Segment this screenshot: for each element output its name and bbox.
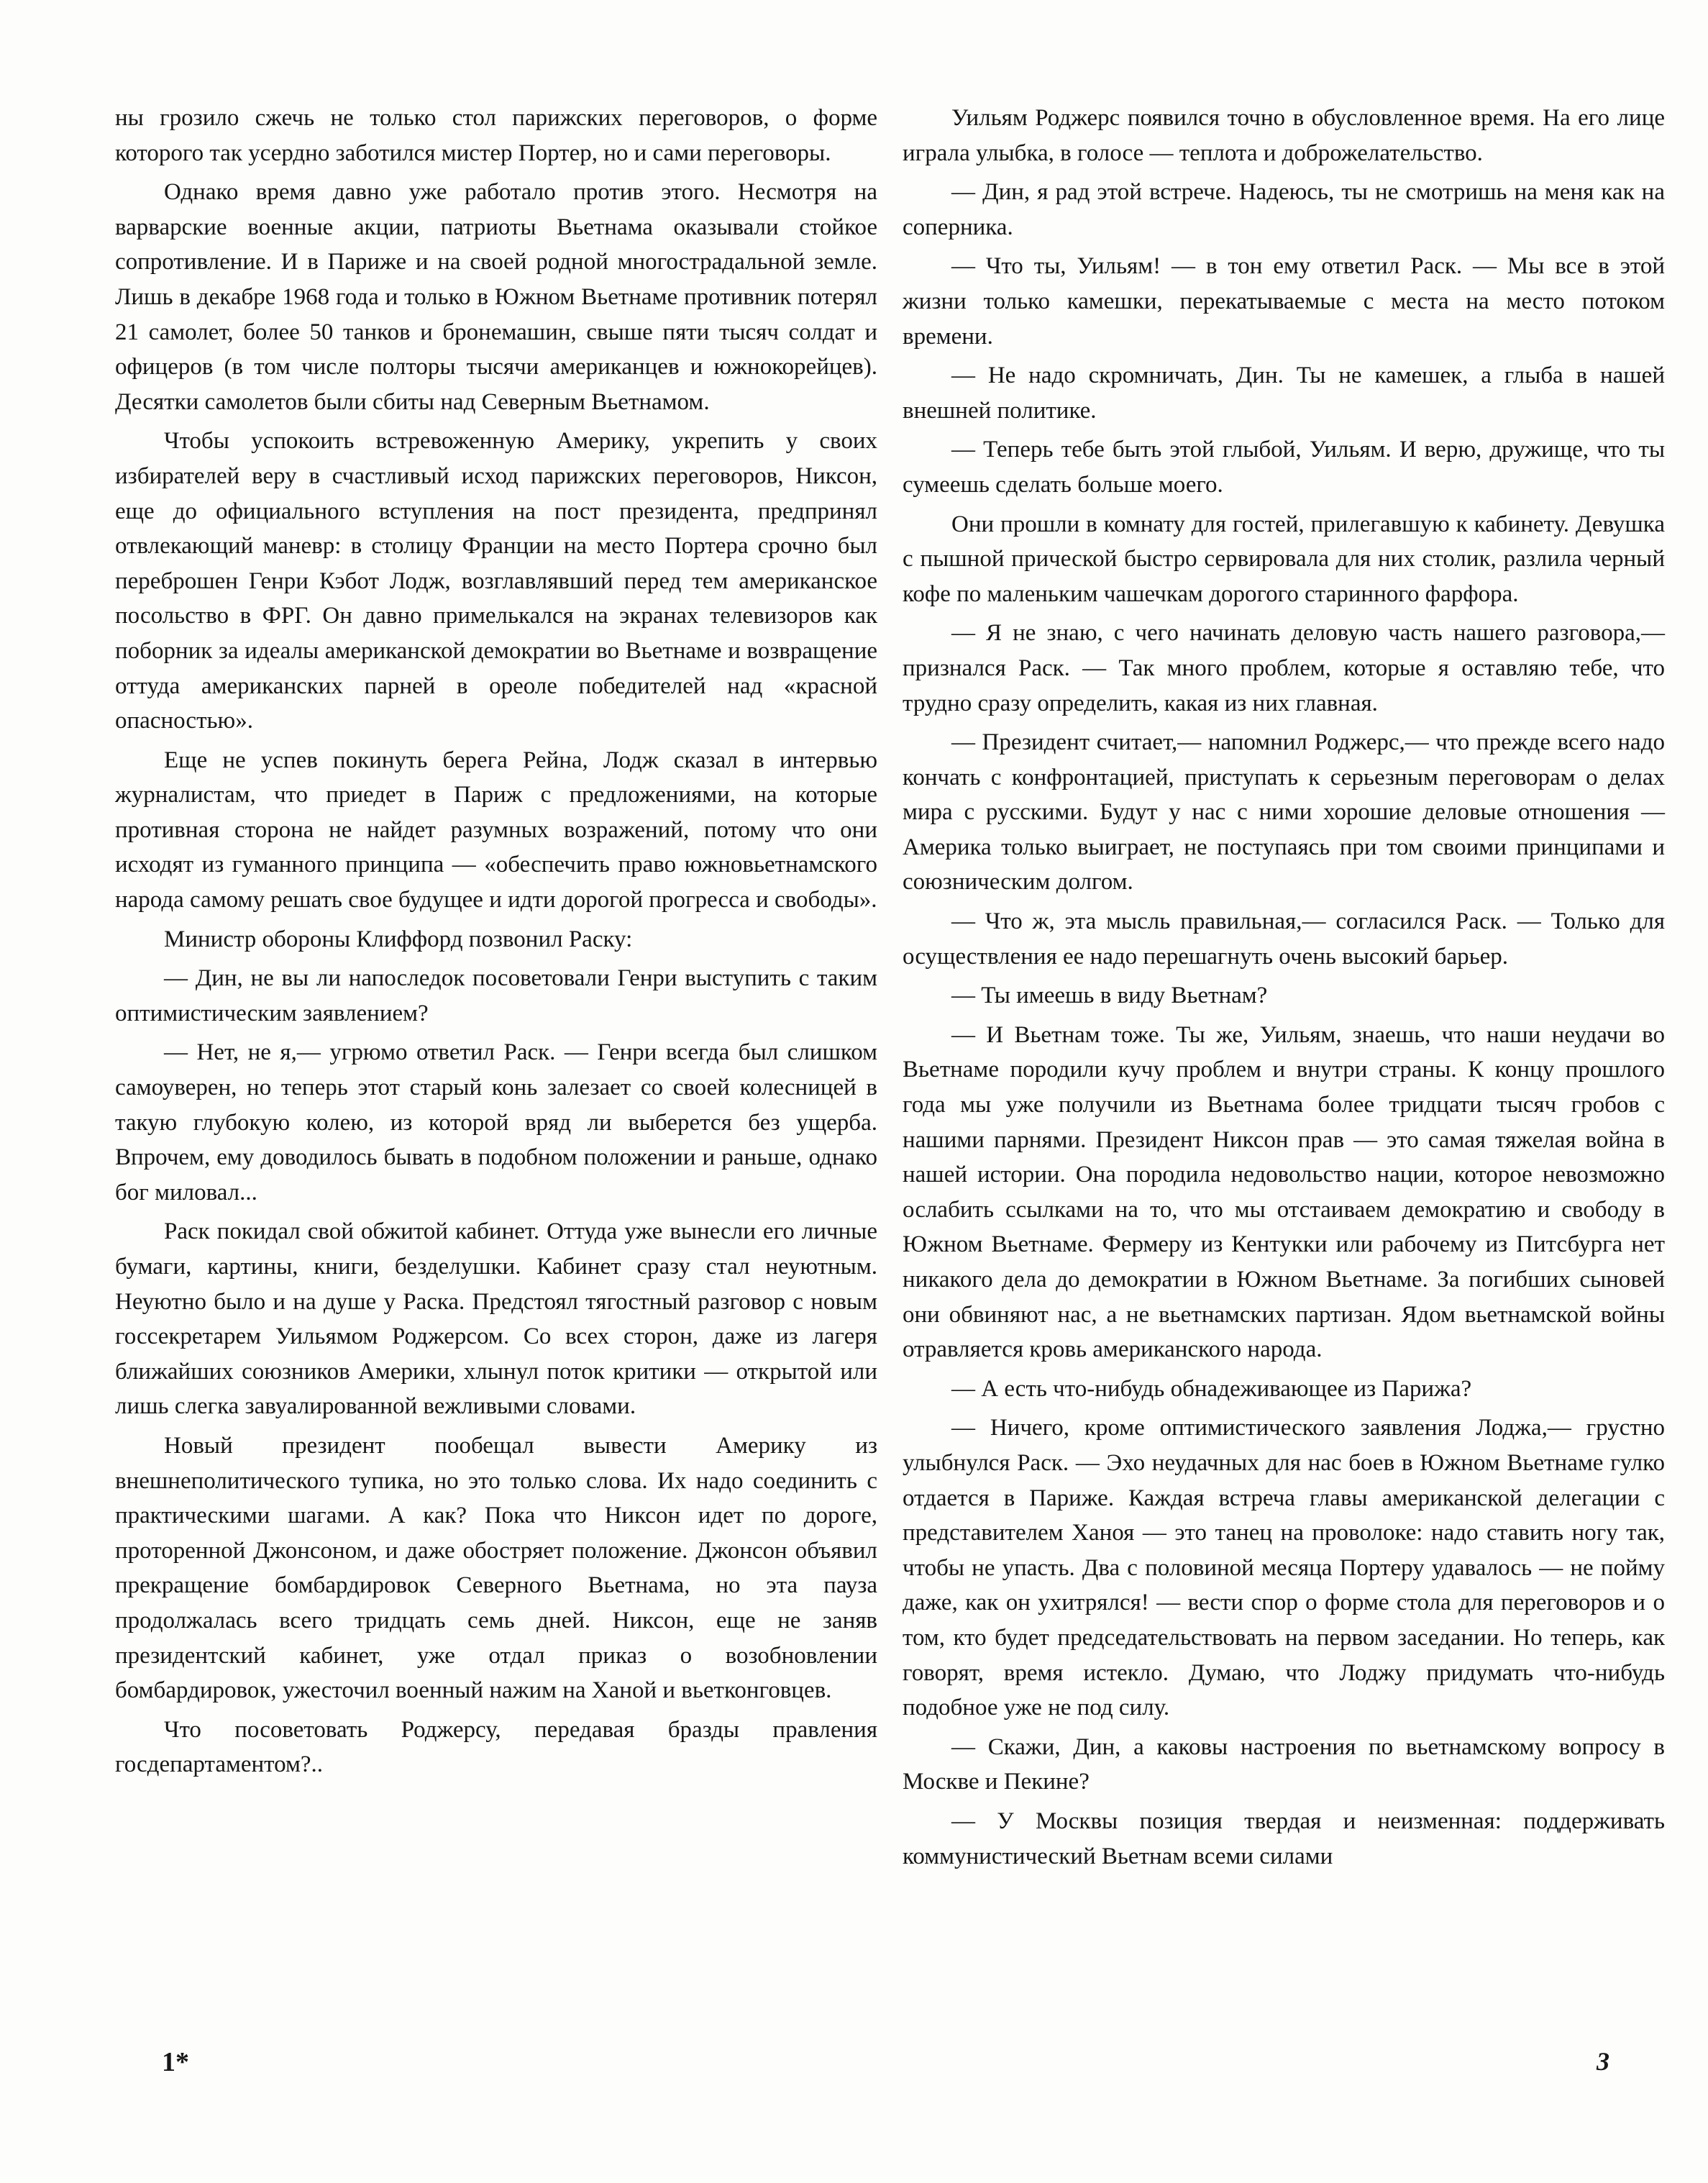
paragraph: Однако время давно уже работало против этого. Несмотря на варварские военные акции, патриоты Вьетнама оказывали стойкое сопротивление. И в Париже и на своей родной многострадальной земле. Лишь в декабре 1968 года и только в Южном Вьетнаме противник потерял 21 самолет, более 50 танков и бронемашин, свыше пяти тысяч солдат и офицеров (в том числе полторы тысячи американцев и южнокорейцев). Десятки самолетов были сбиты над Северным Вьетнамом. — [115, 179, 877, 415]
paragraph: — А есть что-нибудь обнадеживающее из Парижа? — [951, 1375, 1472, 1402]
paragraph: Уильям Роджерс появился точно в обусловленное время. На его лице играла улыбка, в голосе — теплота и доброжелательство. — [903, 105, 1665, 166]
paragraph: — Скажи, Дин, а каковы настроения по вьетнамскому вопросу в Москве и Пекине? — [903, 1733, 1665, 1795]
paragraph: — Ничего, кроме оптимистического заявления Лоджа,— грустно улыбнулся Раск. — Эхо неудачных для нас боев в Южном Вьетнаме гулко отдается в Париже. Каждая встреча главы американской делегации с представителем Ханоя — это танец на проволоке: надо ставить ногу так, чтобы не упасть. Два с половиной месяца Портеру удавалось — не пойму даже, как он ухитрялся! — вести спор о форме стола для переговоров и о том, кто будет председательствовать на первом заседании. Но теперь, как говорят, время истекло. Думаю, что Лоджу придумать что-нибудь подобное уже не под силу. — [903, 1415, 1665, 1721]
paragraph: ны грозило сжечь не только стол парижских переговоров, о форме которого так усердно заботился мистер Портер, но и сами переговоры. — [115, 105, 877, 166]
paragraph: — Ты имеешь в виду Вьетнам? — [951, 983, 1268, 1009]
paragraph: Еще не успев покинуть берега Рейна, Лодж сказал в интервью журналистам, что приедет в Париж с предложениями, на которые противная сторона не найдет разумных возражений, потому что они исходят из гуманного принципа — «обеспечить право южновьетнамского народа самому решать свое будущее и идти дорогой прогресса и свободы». — [115, 747, 877, 913]
paragraph: Министр обороны Клиффорд позвонил Раску: — [164, 926, 633, 952]
paragraph: — Теперь тебе быть этой глыбой, Уильям. И верю, дружище, что ты сумеешь сделать больше моего. — [903, 437, 1665, 498]
paragraph: — Дин, не вы ли напоследок посоветовали Генри выступить с таким оптимистическим заявлением? — [115, 965, 877, 1026]
paragraph: — Что ж, эта мысль правильная,— согласился Раск. — Только для осуществления ее надо перешагнуть очень высокий барьер. — [903, 908, 1665, 970]
paragraph: — Я не знаю, с чего начинать деловую часть нашего разговора,— признался Раск. — Так много проблем, которые я оставляю тебе, что трудно сразу определить, какая из них главная. — [903, 620, 1665, 716]
paragraph: — Нет, не я,— угрюмо ответил Раск. — Генри всегда был слишком самоуверен, но теперь этот старый конь залезает со своей колесницей в такую глубокую колею, из которой вряд ли выберется без ущерба. Впрочем, ему доводилось бывать в подобном положении и раньше, однако бог миловал... — [115, 1039, 877, 1206]
paragraph: Раск покидал свой обжитой кабинет. Оттуда уже вынесли его личные бумаги, картины, книги, безделушки. Кабинет сразу стал неуютным. Неуютно было и на душе у Раска. Предстоял тягостный разговор с новым госсекретарем Уильямом Роджерсом. Со всех сторон, даже из лагеря ближайших союзников Америки, хлынул поток критики — открытой или лишь слегка завуалированной вежливыми словами. — [115, 1218, 877, 1420]
paragraph: — Президент считает,— напомнил Роджерс,— что прежде всего надо кончать с конфронтацией, приступать к серьезным переговорам о делах мира с русскими. Будут у нас с ними хорошие деловые отношения — Америка только выиграет, не поступаясь при том своими принципами и союзническим долгом. — [903, 729, 1665, 895]
paragraph: Новый президент пообещал вывести Америку из внешнеполитического тупика, но это только слова. Их надо соединить с практическими шагами. А как? Пока что Никсон идет по дороге, проторенной Джонсоном, и даже обостряет положение. Джонсон объявил прекращение бомбардировок Северного Вьетнама, но эта пауза продолжалась всего тридцать семь дней. Никсон, еще не заняв президентский кабинет, уже отдал приказ о возобновлении бомбардировок, ужесточил военный нажим на Ханой и вьетконговцев. — [115, 1432, 877, 1704]
paragraph: Что посоветовать Роджерсу, передавая бразды правления госдепартаментом?.. — [115, 1716, 877, 1778]
paragraph: — Не надо скромничать, Дин. Ты не камешек, а глыба в нашей внешней политике. — [903, 363, 1665, 424]
paragraph: Чтобы успокоить встревоженную Америку, укрепить у своих избирателей веру в счастливый исход парижских переговоров, Никсон, еще до официального вступления на пост президента, предпринял отвлекающий маневр: в столицу Франции на место Портера срочно был переброшен Генри Кэбот Лодж, возглавлявший перед тем американское посольство в ФРГ. Он давно примелькался на экранах телевизоров как поборник за идеалы американской демократии во Вьетнаме и возвращение оттуда американских парней в ореоле победителей над «красной опасностью». — [115, 428, 877, 734]
paragraph: Они прошли в комнату для гостей, прилегавшую к кабинету. Девушка с пышной прической быстро сервировала для них столик, разлила черный кофе по маленьким чашечкам дорогого старинного фарфора. — [903, 511, 1665, 607]
left-text-column — [115, 101, 877, 1787]
signature-mark: 1* — [162, 2047, 189, 2077]
page-number: 3 — [1597, 2047, 1609, 2076]
paragraph: — И Вьетнам тоже. Ты же, Уильям, знаешь, что наши неудачи во Вьетнаме породили кучу проблем и внутри страны. К концу прошлого года мы уже получили из Вьетнама более тридцати тысяч гробов с нашими парнями. Президент Никсон прав — это самая тяжелая война в нашей истории. Она породила недовольство нации, которое невозможно ослабить ссылками на то, что мы отстаиваем демократию и свободу в Южном Вьетнаме. Фермеру из Кентукки или рабочему из Питсбурга нет никакого дела до демократии в Южном Вьетнаме. За погибших сыновей они обвиняют нас, а не вьетнамских партизан. Ядом вьетнамской войны отравляется кровь американского народа. — [903, 1021, 1665, 1363]
right-text-column — [903, 101, 1665, 1878]
paragraph: — Дин, я рад этой встрече. Надеюсь, ты не смотришь на меня как на соперника. — [903, 179, 1665, 240]
paragraph: — У Москвы позиция твердая и неизменная: поддерживать коммунистический Вьетнам всеми силами — [903, 1808, 1665, 1869]
paragraph: — Что ты, Уильям! — в тон ему ответил Раск. — Мы все в этой жизни только камешки, перекатываемые с места на место потоком времени. — [903, 253, 1665, 350]
